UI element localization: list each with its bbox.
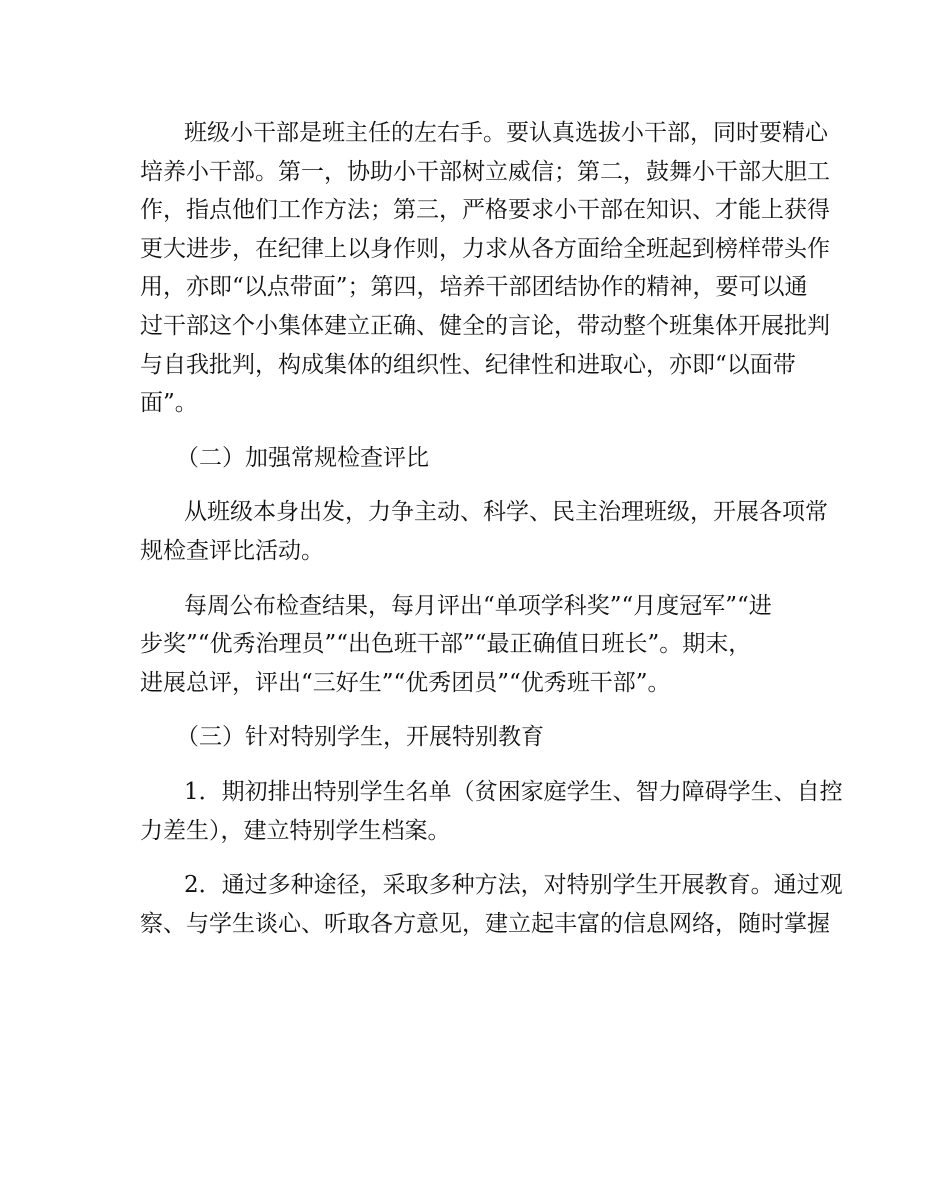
text-line: 2．通过多种途径，采取多种方法，对特别学生开展教育。通过观 xyxy=(184,872,843,899)
text-line: 培养小干部。第一，协助小干部树立威信；第二，鼓舞小干部大胆工 xyxy=(140,158,830,185)
paragraph-gap xyxy=(140,850,810,866)
text-line: 从班级本身出发，力争主动、科学、民主治理班级，开展各项常 xyxy=(184,499,828,526)
paragraph-class-cadres xyxy=(140,114,830,423)
paragraph-item-1 xyxy=(140,773,843,850)
paragraph-routine-checks xyxy=(140,493,828,570)
text-line: 力差生），建立特别学生档案。 xyxy=(140,817,451,844)
text-line: 面”。 xyxy=(140,390,198,417)
paragraph-gap xyxy=(140,757,810,773)
text-line: 更大进步，在纪律上以身作则，力求从各方面给全班起到榜样带头作 xyxy=(140,235,830,262)
paragraph-item-2 xyxy=(140,866,843,943)
document-body xyxy=(140,114,843,943)
paragraph-gap xyxy=(140,423,810,439)
text-line: 规检查评比活动。 xyxy=(140,537,324,564)
text-line: 步奖”“优秀治理员”“出色班干部”“最正确值日班长”。期末， xyxy=(140,631,752,658)
text-line: 用，亦即“以点带面”；第四，培养干部团结协作的精神，要可以通 xyxy=(140,274,808,301)
text-line: 1．期初排出特别学生名单（贫困家庭学生、智力障碍学生、自控 xyxy=(184,778,843,805)
paragraph-weekly-results xyxy=(140,587,810,703)
text-line: 班级小干部是班主任的左右手。要认真选拔小干部，同时要精心 xyxy=(184,120,828,146)
section-heading-3: （三）针对特别学生，开展特别教育 xyxy=(176,724,544,751)
text-line: 过干部这个小集体建立正确、健全的言论，带动整个班集体开展批判 xyxy=(140,312,830,339)
text-line: 进展总评，评出“三好生”“优秀团员”“优秀班干部”。 xyxy=(140,669,671,696)
text-line: 察、与学生谈心、听取各方意见，建立起丰富的信息网络，随时掌握 xyxy=(140,910,830,937)
text-line: 与自我批判，构成集体的组织性、纪律性和进取心，亦即“以面带 xyxy=(140,351,796,378)
paragraph-gap xyxy=(140,702,810,718)
section-heading-2: （二）加强常规检查评比 xyxy=(176,444,429,471)
text-line: 作，指点他们工作方法；第三，严格要求小干部在知识、才能上获得 xyxy=(140,197,830,224)
paragraph-gap xyxy=(140,571,810,587)
paragraph-gap xyxy=(140,477,810,493)
text-line: 每周公布检查结果，每月评出“单项学科奖”“月度冠军”“进 xyxy=(184,592,772,619)
